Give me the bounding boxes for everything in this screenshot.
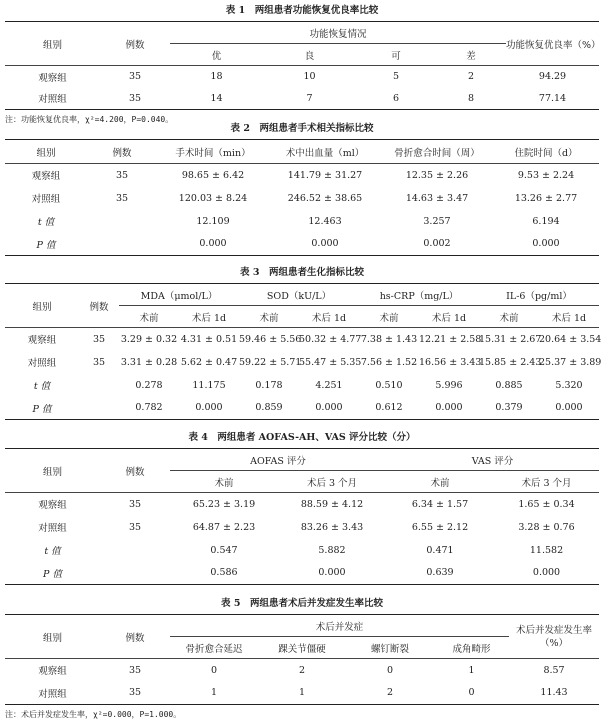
- t2-cell: 12.35 ± 2.26: [405, 169, 469, 181]
- table-row: [5, 66, 599, 88]
- table-row: [5, 493, 599, 516]
- t1-header-group: 组别: [5, 22, 100, 66]
- t1-header-n: 例数: [100, 22, 170, 66]
- t3-cell: 5.320: [555, 379, 583, 391]
- table-5-block: [5, 595, 599, 720]
- t2-header-1: 例数: [87, 140, 157, 164]
- t5-note: 注：术后并发症发生率，χ²=0.000，P=1.000。: [5, 710, 182, 719]
- t3-cell: 0.379: [479, 397, 539, 420]
- table-4-caption: 表 4 两组患者 AOFAS-AH、VAS 评分比较（分）: [188, 432, 416, 443]
- table-row: [5, 397, 599, 420]
- table-2-block: [5, 120, 599, 256]
- t2-cell: 对照组: [31, 194, 61, 205]
- t1-note: 注：功能恢复优良率，χ²=4.200，P=0.040。: [5, 115, 174, 124]
- t5-r0-v2: 0: [386, 664, 394, 676]
- t2-cell: 35: [115, 169, 129, 181]
- t4-cell: 64.87 ± 2.23: [192, 521, 256, 533]
- t5-r0-v0: 0: [210, 664, 218, 676]
- t3-cell: 0.000: [299, 397, 359, 420]
- table-5-caption: 表 5 两组患者术后并发症发生率比较: [221, 598, 383, 609]
- t1-sub-3: 差: [436, 44, 506, 66]
- t3-cell: [79, 374, 119, 397]
- t1-r0-group: 观察组: [38, 72, 67, 84]
- t4-cell: 0.547: [210, 544, 238, 556]
- t4-cell: 88.59 ± 4.12: [300, 498, 364, 510]
- t5-r1-n: 35: [100, 682, 170, 705]
- table-1-block: [5, 2, 599, 125]
- t3-group-1: SOD（kU/L）: [239, 284, 359, 306]
- t4-cell: 3.28 ± 0.76: [518, 521, 575, 533]
- t2-cell: t 值: [37, 217, 55, 228]
- t3-cell: 4.251: [315, 379, 343, 391]
- t3-cell: 0.782: [119, 397, 179, 420]
- t5-sub-0: 骨折愈合延迟: [170, 637, 258, 659]
- t2-cell: 0.002: [381, 233, 493, 256]
- table-row: [5, 210, 599, 233]
- t2-cell: 9.53 ± 2.24: [517, 169, 575, 181]
- t4-cell: 83.26 ± 3.43: [300, 521, 364, 533]
- t5-r1-v2: 2: [346, 682, 434, 705]
- t2-cell: 0.000: [493, 233, 599, 256]
- t2-header-4: 骨折愈合时间（周）: [381, 140, 493, 164]
- table-2: [5, 139, 599, 256]
- t4-cell: 0.000: [278, 562, 386, 585]
- table-row: [5, 516, 599, 539]
- table-row: [5, 187, 599, 210]
- t5-r1-group: 对照组: [5, 682, 100, 705]
- table-row: [5, 233, 599, 256]
- t3-sub: 术前: [119, 306, 179, 328]
- t3-cell: 59.22 ± 5.71: [239, 356, 302, 368]
- table-3: [5, 283, 602, 420]
- t5-r0-rate: 8.57: [543, 664, 565, 676]
- t4-group-1: VAS 评分: [386, 449, 599, 471]
- t4-cell: 观察组: [38, 500, 67, 512]
- t3-cell: 0.278: [135, 379, 163, 391]
- t2-cell: 246.52 ± 38.65: [287, 192, 363, 204]
- t4-cell: 35: [128, 521, 142, 533]
- table-row: [5, 328, 599, 351]
- table-3-caption: 表 3 两组患者生化指标比较: [240, 267, 364, 278]
- t3-sub: 术后 1d: [299, 306, 359, 328]
- t2-cell: 120.03 ± 8.24: [178, 192, 248, 204]
- t5-r1-v0: 1: [170, 682, 258, 705]
- t3-cell: 35: [92, 333, 106, 345]
- t3-sub: 术后 1d: [179, 306, 239, 328]
- t4-cell: 0.639: [386, 562, 494, 585]
- t4-cell: 65.23 ± 3.19: [192, 498, 256, 510]
- t3-cell: 20.64 ± 3.54: [539, 333, 602, 345]
- t3-cell: P 值: [5, 397, 79, 420]
- t1-r0-rate: 94.29: [538, 71, 567, 83]
- t3-cell: 0.612: [359, 397, 419, 420]
- t1-r1-v1: 7: [263, 88, 356, 110]
- t1-r1-v2: 6: [356, 88, 436, 110]
- t5-r0-v3: 1: [468, 664, 475, 676]
- t3-sub: 术前: [359, 306, 419, 328]
- t5-sub-3: 成角畸形: [434, 637, 509, 659]
- t3-cell: 0.885: [495, 379, 523, 391]
- t2-cell: 3.257: [423, 215, 451, 227]
- t4-cell: 5.882: [318, 544, 346, 556]
- t3-cell: 0.178: [255, 379, 283, 391]
- t5-header-group: 组别: [5, 615, 100, 659]
- t4-header-n: 例数: [100, 449, 170, 493]
- t1-r0-v3: 2: [467, 71, 475, 83]
- t4-group-0: AOFAS 评分: [170, 449, 386, 471]
- t3-header-n: 例数: [79, 284, 119, 328]
- t3-cell: 16.56 ± 3.43: [419, 356, 482, 368]
- t5-r0-group: 观察组: [38, 666, 67, 678]
- t1-sub-0: 优: [170, 44, 263, 66]
- t5-sub-2: 螺钉断裂: [346, 637, 434, 659]
- t4-cell: 0.000: [494, 562, 599, 585]
- t3-cell: 4.31 ± 0.51: [180, 333, 238, 345]
- t3-cell: 55.47 ± 5.35: [299, 356, 362, 368]
- t2-cell: 35: [115, 192, 129, 204]
- t4-cell: 对照组: [38, 523, 67, 534]
- table-1-caption: 表 1 两组患者功能恢复优良率比较: [225, 5, 379, 16]
- t1-r0-v2: 5: [392, 71, 400, 83]
- t4-sub: 术后 3 个月: [278, 471, 386, 493]
- t2-cell: 98.65 ± 6.42: [181, 169, 245, 181]
- t4-cell: P 值: [5, 562, 100, 585]
- t1-header-rate: 功能恢复优良率（%）: [506, 22, 599, 66]
- t3-group-0: MDA（μmol/L）: [119, 284, 239, 306]
- table-row: [5, 539, 599, 562]
- t1-r1-v3: 8: [436, 88, 506, 110]
- t2-cell: 0.000: [269, 233, 381, 256]
- table-row: [5, 562, 599, 585]
- t3-cell: [79, 397, 119, 420]
- t4-cell: t 值: [44, 546, 61, 557]
- t3-cell: 0.000: [179, 397, 239, 420]
- t2-cell: 0.000: [157, 233, 269, 256]
- t3-cell: 0.000: [419, 397, 479, 420]
- table-4: [5, 448, 599, 585]
- t3-cell: 35: [92, 356, 106, 368]
- t5-r1-v3: 0: [434, 682, 509, 705]
- t5-r0-n: 35: [128, 664, 142, 676]
- t4-cell: 6.55 ± 2.12: [411, 521, 469, 533]
- t1-r1-n: 35: [100, 88, 170, 110]
- t2-cell: 141.79 ± 31.27: [287, 169, 363, 181]
- t3-cell: 0.000: [539, 397, 599, 420]
- t5-header-comp: 术后并发症: [170, 615, 509, 637]
- table-row: [5, 374, 599, 397]
- t2-header-3: 术中出血量（ml）: [269, 140, 381, 164]
- t3-cell: 11.175: [192, 379, 226, 391]
- t3-cell: 0.859: [239, 397, 299, 420]
- t5-sub-1: 踝关节僵硬: [258, 637, 346, 659]
- table-row: [5, 88, 599, 110]
- t3-group-2: hs-CRP（mg/L）: [359, 284, 479, 306]
- t2-cell: 观察组: [31, 171, 61, 183]
- t1-sub-1: 良: [263, 44, 356, 66]
- t2-header-2: 手术时间（min）: [157, 140, 269, 164]
- t4-sub: 术前: [170, 471, 278, 493]
- t2-header-0: 组别: [5, 140, 87, 164]
- t1-r1-group: 对照组: [5, 88, 100, 110]
- t5-r0-v1: 2: [298, 664, 306, 676]
- t2-cell: [87, 210, 157, 233]
- t1-sub-2: 可: [356, 44, 436, 66]
- t1-r0-v0: 18: [210, 71, 223, 83]
- table-4-block: [5, 429, 599, 585]
- table-5: [5, 614, 599, 705]
- t3-cell: 5.996: [435, 379, 463, 391]
- t4-header-group: 组别: [5, 449, 100, 493]
- table-2-caption: 表 2 两组患者手术相关指标比较: [230, 123, 374, 134]
- t2-cell: 12.109: [196, 215, 230, 227]
- t3-cell: 3.31 ± 0.28: [120, 356, 178, 368]
- t3-cell: 7.56 ± 1.52: [360, 356, 418, 368]
- t2-cell: 6.194: [532, 215, 560, 227]
- t2-cell: 12.463: [308, 215, 342, 227]
- t4-cell: [100, 562, 170, 585]
- table-3-block: [5, 264, 602, 420]
- t4-cell: 6.34 ± 1.57: [411, 498, 469, 510]
- t4-cell: 0.471: [426, 544, 454, 556]
- t4-cell: 35: [128, 498, 142, 510]
- t1-r1-rate: 77.14: [506, 88, 599, 110]
- t3-sub: 术前: [479, 306, 539, 328]
- t3-cell: 对照组: [27, 358, 57, 369]
- t3-cell: 0.510: [375, 379, 403, 391]
- t3-group-3: IL-6（pg/ml）: [479, 284, 599, 306]
- t5-header-rate: 术后并发症发生率（%）: [509, 615, 599, 659]
- table-row: [5, 164, 599, 187]
- t4-sub: 术前: [386, 471, 494, 493]
- t4-sub: 术后 3 个月: [494, 471, 599, 493]
- t3-header-group: 组别: [5, 284, 79, 328]
- t3-cell: 15.31 ± 2.67: [479, 333, 542, 345]
- t2-cell: [87, 233, 157, 256]
- t3-cell: 观察组: [27, 335, 57, 347]
- t5-header-n: 例数: [100, 615, 170, 659]
- t4-cell: 1.65 ± 0.34: [518, 498, 575, 510]
- t3-cell: 12.21 ± 2.58: [419, 333, 482, 345]
- t3-cell: 5.62 ± 0.47: [180, 356, 238, 368]
- t5-r1-v1: 1: [258, 682, 346, 705]
- table-row: [5, 682, 599, 705]
- t2-cell: 14.63 ± 3.47: [405, 192, 469, 204]
- t2-cell: P 值: [5, 233, 87, 256]
- table-row: [5, 659, 599, 682]
- t3-cell: 50.32 ± 4.77: [299, 333, 362, 345]
- t4-cell: [100, 539, 170, 562]
- t3-cell: 15.85 ± 2.43: [479, 356, 542, 368]
- t3-cell: 3.29 ± 0.32: [120, 333, 178, 345]
- t3-cell: 7.38 ± 1.43: [360, 333, 418, 345]
- t3-cell: 59.46 ± 5.56: [239, 333, 302, 345]
- t3-sub: 术后 1d: [419, 306, 479, 328]
- t3-cell: t 值: [33, 381, 51, 392]
- table-row: [5, 351, 599, 374]
- t5-r1-rate: 11.43: [509, 682, 599, 705]
- t3-cell: 25.37 ± 3.89: [539, 356, 602, 368]
- t1-header-func: 功能恢复情况: [170, 22, 506, 44]
- t4-cell: 0.586: [170, 562, 278, 585]
- t2-header-5: 住院时间（d）: [493, 140, 599, 164]
- t1-r1-v0: 14: [170, 88, 263, 110]
- t4-cell: 11.582: [529, 544, 564, 556]
- t1-r0-v1: 10: [303, 71, 316, 83]
- t3-sub: 术前: [239, 306, 299, 328]
- table-1: [5, 21, 599, 110]
- t2-cell: 13.26 ± 2.77: [514, 192, 578, 204]
- t3-sub: 术后 1d: [539, 306, 599, 328]
- t1-r0-n: 35: [128, 71, 142, 83]
